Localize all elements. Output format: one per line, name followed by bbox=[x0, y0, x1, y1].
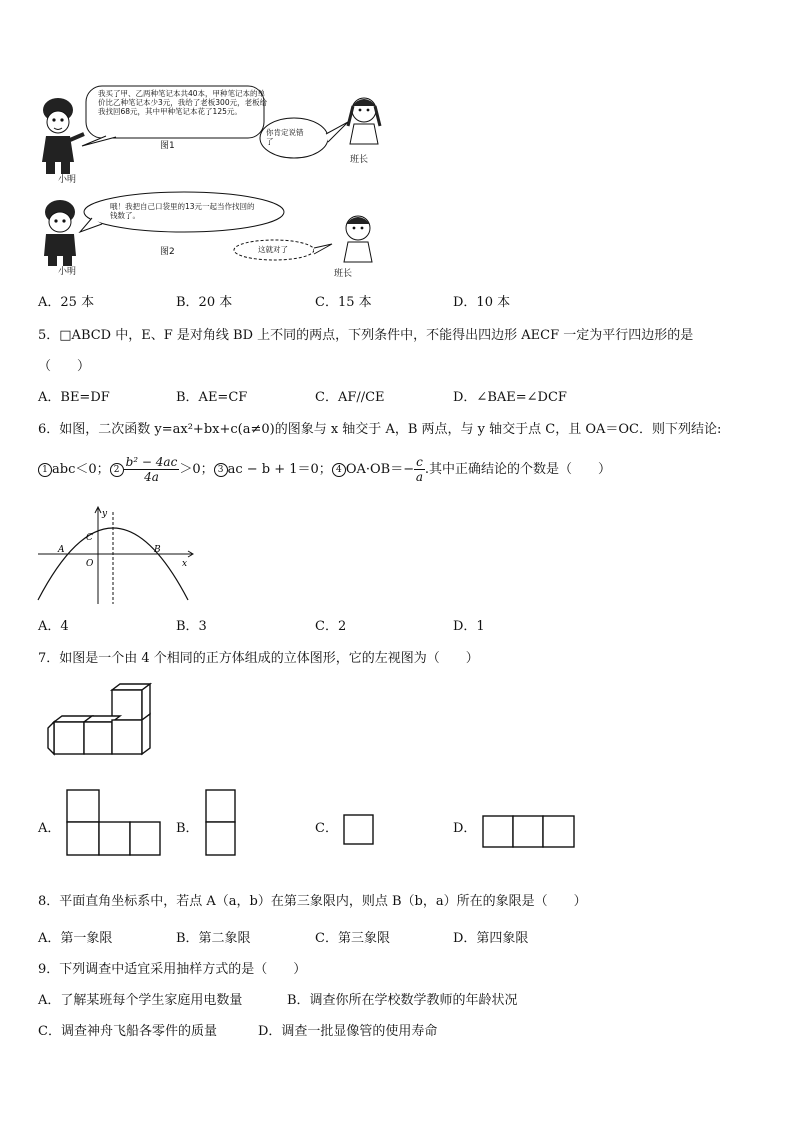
q7-option-d-letter: D． bbox=[453, 821, 477, 836]
parabola-graph bbox=[36, 504, 196, 606]
fraction-denominator: 4a bbox=[144, 470, 159, 484]
fig2-right-name: 班长 bbox=[334, 269, 353, 279]
fig2-left-name: 小明 bbox=[58, 267, 77, 277]
fig1-bubble-text: 我买了甲、乙两种笔记本共40本，甲种笔记本的单价比乙种笔记本少3元，我给了老板300元，老板给我找回68元，其中甲种笔记本花了125元。 bbox=[98, 89, 268, 116]
q5-option-d: D．∠BAE=∠DCF bbox=[453, 390, 567, 405]
conclusion-4: OA·OB＝− bbox=[345, 462, 415, 477]
q7-option-a-letter: A． bbox=[38, 821, 61, 836]
label-y: y bbox=[102, 509, 108, 519]
q8-option-a: A．第一象限 bbox=[38, 931, 113, 946]
q9-option-c: C．调查神舟飞船各零件的质量 bbox=[38, 1024, 217, 1039]
q7-option-b-letter: B． bbox=[176, 821, 199, 836]
fig1-reply-text: 你肯定说错了 bbox=[266, 128, 304, 146]
q7-option-c-figure bbox=[343, 814, 375, 846]
conclusion-1: abc＜0； bbox=[52, 462, 110, 477]
conclusion-3-marker: 3 bbox=[214, 463, 228, 477]
conclusion-3: ac − b + 1＝0； bbox=[227, 462, 332, 477]
girl-monitor-icon bbox=[348, 98, 380, 144]
fig2-bubble-text: 哦！我把自己口袋里的13元一起当作找回的钱数了。 bbox=[110, 202, 255, 220]
q6-option-d: D．1 bbox=[453, 619, 485, 634]
label-o: O bbox=[86, 559, 94, 569]
label-c: C bbox=[86, 533, 93, 543]
fig1-caption: 图1 bbox=[160, 141, 175, 151]
conclusion-2-marker: 2 bbox=[110, 463, 124, 477]
q6-option-c: C．2 bbox=[315, 619, 347, 634]
q9-text: 9．下列调查中适宜采用抽样方式的是（ ） bbox=[38, 962, 307, 977]
conclusion-4-marker: 4 bbox=[332, 463, 346, 477]
q7-option-b-figure bbox=[205, 789, 237, 857]
q5-option-a: A．BE=DF bbox=[38, 390, 110, 405]
q5-option-c: C．AF//CE bbox=[315, 390, 385, 405]
q5-paren: （ ） bbox=[38, 359, 91, 374]
conclusion-1-marker: 1 bbox=[38, 463, 52, 477]
q4-option-c: C．15 本 bbox=[315, 295, 372, 310]
q4-option-b: B．20 本 bbox=[176, 295, 233, 310]
q9-option-b: B．调查你所在学校数学教师的年龄状况 bbox=[287, 993, 518, 1008]
q4-option-a: A．25 本 bbox=[38, 295, 95, 310]
q8-option-b: B．第二象限 bbox=[176, 931, 251, 946]
q6-text: 6．如图，二次函数 y=ax²+bx+c(a≠0)的图象与 x 轴交于 A，B 两点，与 y 轴交于点 C，且 OA＝OC．则下列结论: bbox=[38, 422, 722, 437]
q8-option-d: D．第四象限 bbox=[453, 931, 529, 946]
q6-option-b: B．3 bbox=[176, 619, 207, 634]
q8-text: 8．平面直角坐标系中，若点 A（a，b）在第三象限内，则点 B（b，a）所在的象限是（ ） bbox=[38, 894, 587, 909]
conclusion-4-fraction bbox=[414, 455, 425, 484]
label-b: B bbox=[154, 545, 161, 555]
q6-conclusions bbox=[38, 455, 611, 484]
q9-option-d: D．调查一批显像管的使用寿命 bbox=[258, 1024, 438, 1039]
fig1-left-name: 小明 bbox=[58, 175, 77, 185]
q7-option-c-letter: C． bbox=[315, 821, 338, 836]
q5-option-b: B．AE=CF bbox=[176, 390, 248, 405]
label-a: A bbox=[58, 545, 65, 555]
q6-option-a: A．4 bbox=[38, 619, 69, 634]
q6-tail: .其中正确结论的个数是（ ） bbox=[424, 462, 611, 477]
boy-xiaoming-icon bbox=[44, 200, 76, 266]
q7-option-a-figure bbox=[66, 789, 162, 857]
boy-xiaoming-icon bbox=[42, 98, 84, 174]
fraction-numerator: b² − 4ac bbox=[125, 455, 178, 469]
girl-monitor-icon bbox=[344, 216, 372, 262]
q7-option-d-figure bbox=[482, 815, 576, 849]
fraction-denominator: a bbox=[415, 470, 424, 484]
fig1-right-name: 班长 bbox=[350, 155, 369, 165]
conclusion-2-tail: ＞0； bbox=[179, 462, 214, 477]
q9-option-a: A．了解某班每个学生家庭用电数量 bbox=[38, 993, 243, 1008]
conclusion-2-fraction bbox=[124, 455, 180, 484]
q7-text: 7．如图是一个由 4 个相同的正方体组成的立体图形，它的左视图为（ ） bbox=[38, 651, 479, 666]
label-x: x bbox=[182, 559, 188, 569]
q8-option-c: C．第三象限 bbox=[315, 931, 390, 946]
q5-text: 5．□ABCD 中，E、F 是对角线 BD 上不同的两点，下列条件中，不能得出四边形 AECF 一定为平行四边形的是 bbox=[38, 328, 694, 343]
q4-option-d: D．10 本 bbox=[453, 295, 511, 310]
fraction-numerator: c bbox=[416, 455, 423, 469]
cube-solid-figure bbox=[46, 682, 158, 758]
fig2-caption: 图2 bbox=[160, 247, 175, 257]
fig2-reply-text: 这就对了 bbox=[258, 245, 288, 254]
